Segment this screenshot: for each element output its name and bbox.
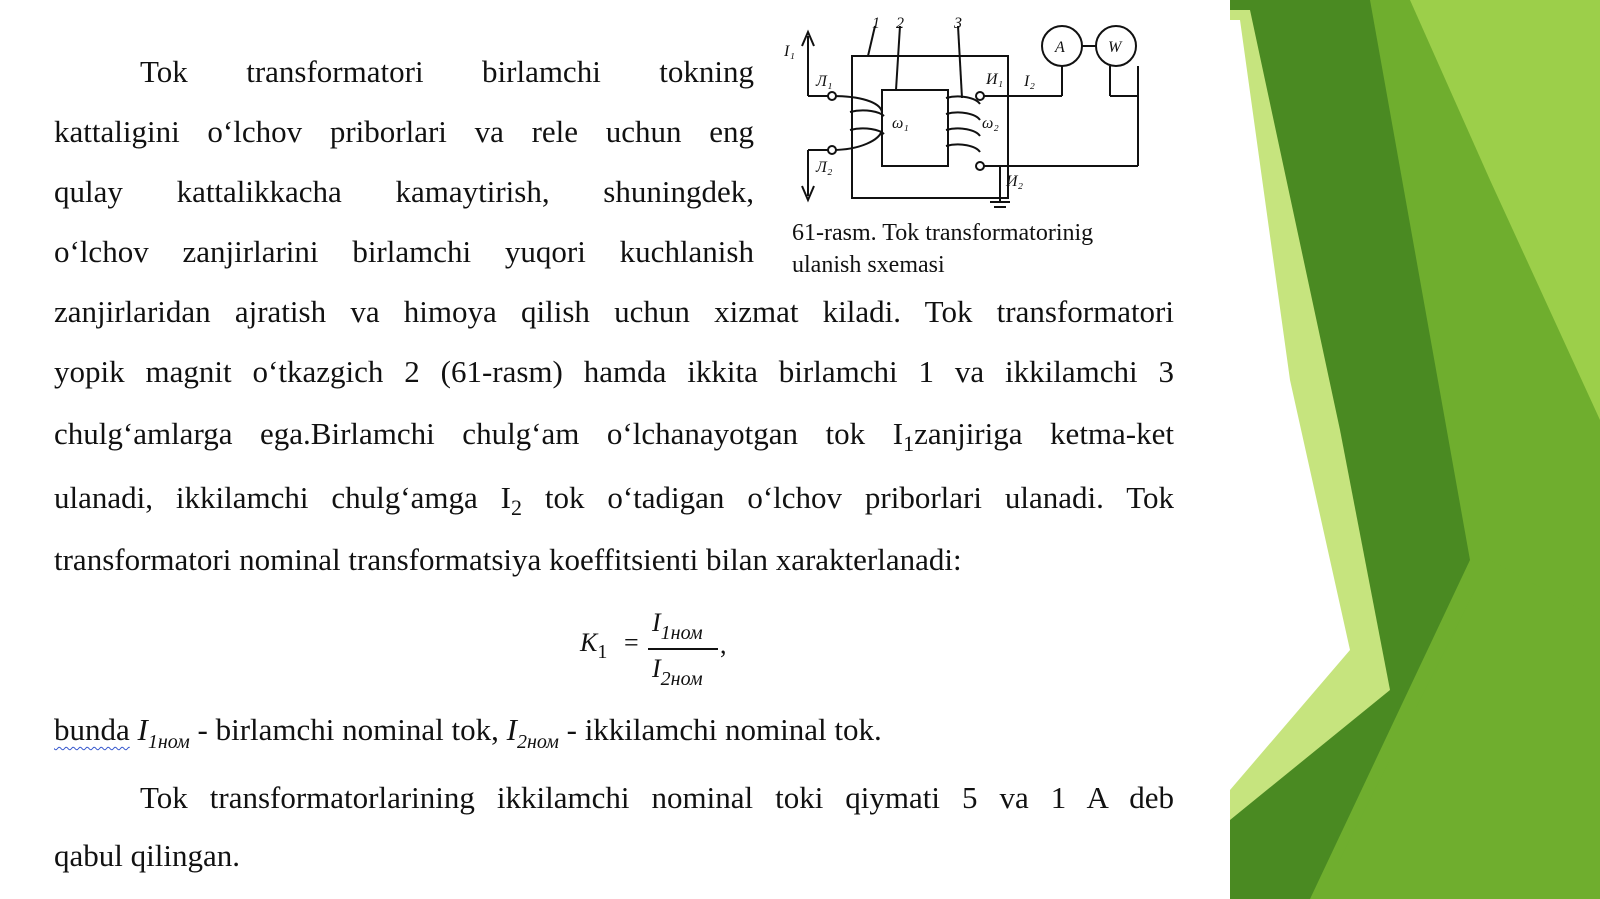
label-2: 2 <box>896 16 904 32</box>
formula-comma: , <box>720 630 727 659</box>
meter-w-label: W <box>1108 39 1122 56</box>
line-8-text-b: tok o‘tadigan o‘lchov priborlari ulanadi. Tok <box>521 480 1174 515</box>
label-l1: Л₁ <box>816 73 833 90</box>
figure-caption-line-1: 61-rasm. Tok transformatorinig <box>792 220 1094 246</box>
formula-numerator: $I_{1ном}$ <box>652 608 703 644</box>
paragraph-1-line-1: Tok transformatori birlamchi tokning <box>140 54 754 89</box>
label-w2: ω₂ <box>982 115 999 132</box>
line-7-text-b: zanjiriga ketma-ket <box>914 416 1174 451</box>
current-transformer-diagram <box>780 16 1200 216</box>
paragraph-1-line-8 <box>54 480 1174 520</box>
bunda-line <box>54 712 1174 753</box>
paragraph-1-line-9: transformatori nominal transformatsiya koeffitsienti bilan xarakterlanadi: <box>54 542 962 577</box>
decorative-green-panel <box>1230 0 1600 899</box>
bunda-text-1: - birlamchi nominal tok, <box>189 712 507 747</box>
label-3: 3 <box>954 16 962 32</box>
line-8-text-a: ulanadi, ikkilamchi chulg‘amga I <box>54 480 511 515</box>
label-i1-terminal: И₁ <box>986 71 1004 88</box>
line-7-subscript: 1 <box>903 431 915 456</box>
formula-fraction-bar <box>648 648 718 650</box>
paragraph-2-line-2: qabul qilingan. <box>54 838 240 873</box>
paragraph-1-line-5: zanjirlaridan ajratish va himoya qilish uchun xizmat kiladi. Tok transformatori <box>54 294 1174 329</box>
paragraph-1-line-6: yopik magnit o‘tkazgich 2 (61-rasm) hamda ikkita birlamchi 1 va ikkilamchi 3 <box>54 354 1174 389</box>
label-i2: I₂ <box>1024 73 1035 90</box>
line-7-text-a: chulg‘amlarga ega.Birlamchi chulg‘am o‘lchanayotgan tok I <box>54 416 904 451</box>
paragraph-2-line-1: Tok transformatorlarining ikkilamchi nominal toki qiymati 5 va 1 A deb <box>140 780 1174 815</box>
paragraph-1-line-3: qulay kattalikkacha kamaytirish, shuningdek, <box>54 174 754 209</box>
label-1: 1 <box>872 16 880 32</box>
paragraph-1-line-2: kattaligini o‘lchov priborlari va rele uchun eng <box>54 114 754 149</box>
bunda-word: bunda <box>54 712 130 747</box>
paragraph-1-line-4: o‘lchov zanjirlarini birlamchi yuqori kuchlanish <box>54 234 754 269</box>
bunda-i2: $I_{2ном}$ <box>506 712 559 753</box>
paragraph-1-line-7 <box>54 416 1174 456</box>
label-i1: I₁ <box>784 43 795 60</box>
transformation-coefficient-formula <box>580 608 750 688</box>
formula-lhs: $K_1$ <box>580 628 608 663</box>
formula-equals: = <box>624 628 639 657</box>
formula-denominator: $I_{2ном}$ <box>652 654 703 690</box>
meter-a-label: A <box>1055 39 1065 56</box>
figure-caption-line-2: ulanish sxemasi <box>792 252 945 278</box>
bunda-i1: $I_{1ном}$ <box>137 712 190 753</box>
line-8-subscript: 2 <box>510 495 522 520</box>
label-l2: Л₂ <box>816 159 833 176</box>
bunda-text-2: - ikkilamchi nominal tok. <box>558 712 882 747</box>
label-i2-terminal: И₂ <box>1006 173 1024 190</box>
label-w1: ω₁ <box>892 115 909 132</box>
